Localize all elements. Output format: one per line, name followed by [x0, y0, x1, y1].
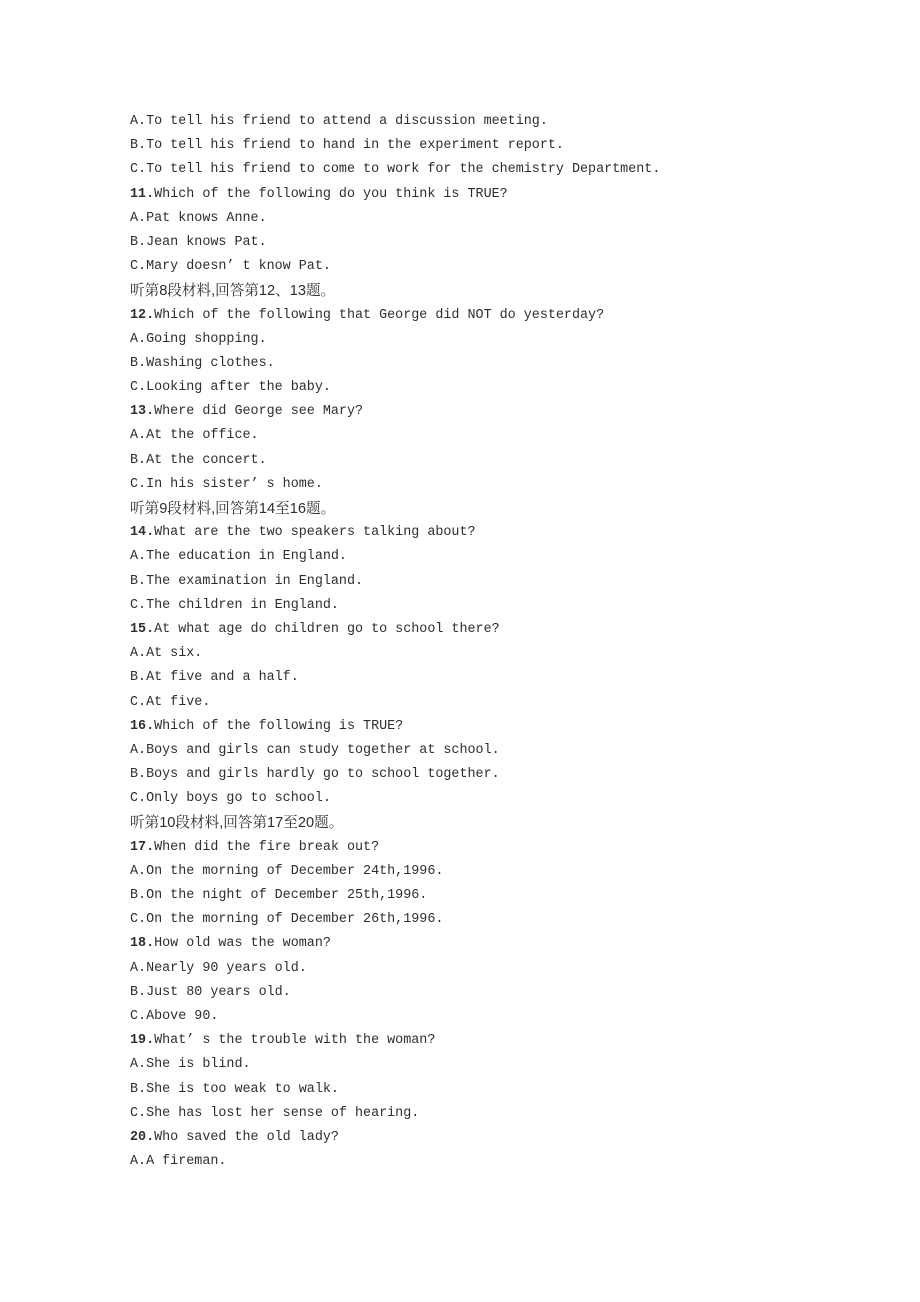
- option-text: A fireman.: [146, 1154, 227, 1170]
- question-text: How old was the woman?: [154, 936, 331, 952]
- question-text: What’ s the trouble with the woman?: [154, 1033, 436, 1049]
- option-letter: B.: [130, 670, 147, 686]
- option-letter: B.: [130, 452, 147, 468]
- section-text: 听第8段材料,回答第12、13题。: [130, 283, 336, 300]
- option-text: The examination in England.: [146, 573, 364, 589]
- option-letter: B.: [130, 355, 147, 371]
- option-line: [130, 763, 890, 787]
- section-text: 听第10段材料,回答第17至20题。: [130, 815, 344, 832]
- option-line: [130, 787, 890, 811]
- question-line: [130, 836, 890, 860]
- option-line: [130, 545, 890, 569]
- option-line: [130, 376, 890, 400]
- option-line: [130, 231, 890, 255]
- option-letter: A.: [130, 210, 147, 226]
- option-text: Boys and girls hardly go to school together.: [146, 767, 500, 783]
- option-letter: B.: [130, 234, 147, 250]
- option-letter: B.: [130, 138, 147, 154]
- option-letter: B.: [130, 573, 147, 589]
- option-text: At five.: [146, 694, 211, 710]
- option-line: [130, 255, 890, 279]
- option-letter: A.: [130, 331, 147, 347]
- option-text: Above 90.: [146, 1008, 219, 1024]
- question-text: Where did George see Mary?: [154, 404, 364, 420]
- option-line: [130, 352, 890, 376]
- option-letter: C.: [130, 912, 147, 928]
- question-number: 19.: [130, 1033, 155, 1049]
- question-line: [130, 1029, 890, 1053]
- option-text: Washing clothes.: [146, 355, 275, 371]
- option-line: [130, 449, 890, 473]
- option-text: On the morning of December 24th,1996.: [146, 863, 444, 879]
- option-line: [130, 1053, 890, 1077]
- option-letter: A.: [130, 863, 147, 879]
- option-letter: B.: [130, 767, 147, 783]
- option-letter: A.: [130, 428, 147, 444]
- option-text: At the concert.: [146, 452, 267, 468]
- option-letter: C.: [130, 476, 147, 492]
- option-line: [130, 110, 890, 134]
- option-line: [130, 594, 890, 618]
- question-number: 13.: [130, 404, 155, 420]
- question-number: 14.: [130, 525, 155, 541]
- option-letter: C.: [130, 1008, 147, 1024]
- option-line: [130, 1150, 890, 1174]
- question-number: 11.: [130, 186, 155, 202]
- question-line: [130, 521, 890, 545]
- option-line: [130, 666, 890, 690]
- option-text: The children in England.: [146, 597, 339, 613]
- option-text: She is blind.: [146, 1057, 251, 1073]
- question-number: 16.: [130, 718, 155, 734]
- section-text: 听第9段材料,回答第14至16题。: [130, 501, 336, 517]
- option-letter: C.: [130, 791, 147, 807]
- option-line: [130, 642, 890, 666]
- option-letter: C.: [130, 162, 147, 178]
- option-text: Nearly 90 years old.: [146, 960, 307, 976]
- option-text: Pat knows Anne.: [146, 210, 267, 226]
- option-text: In his sister’ s home.: [146, 476, 323, 492]
- question-text: Which of the following is TRUE?: [154, 718, 404, 734]
- option-text: At five and a half.: [146, 670, 299, 686]
- section-line: [130, 811, 890, 835]
- question-line: [130, 715, 890, 739]
- section-line: [130, 497, 890, 521]
- option-line: [130, 1078, 890, 1102]
- option-text: Jean knows Pat.: [146, 234, 267, 250]
- option-letter: C.: [130, 694, 147, 710]
- option-letter: B.: [130, 888, 147, 903]
- question-number: 15.: [130, 621, 155, 637]
- question-number: 12.: [130, 307, 155, 323]
- option-text: To tell his friend to come to work for the chemistry Department.: [146, 162, 661, 178]
- option-text: To tell his friend to attend a discussion meeting.: [146, 114, 548, 129]
- option-line: [130, 570, 890, 594]
- option-text: She has lost her sense of hearing.: [146, 1105, 420, 1121]
- question-line: [130, 932, 890, 956]
- question-text: Who saved the old lady?: [154, 1129, 339, 1145]
- question-number: 18.: [130, 936, 155, 952]
- option-letter: C.: [130, 380, 147, 396]
- option-letter: C.: [130, 259, 147, 275]
- option-line: [130, 1005, 890, 1029]
- option-line: [130, 328, 890, 352]
- question-line: [130, 618, 890, 642]
- question-text: At what age do children go to school there?: [154, 621, 500, 637]
- option-text: The education in England.: [146, 549, 347, 565]
- question-line: [130, 400, 890, 424]
- option-letter: A.: [130, 960, 147, 976]
- option-line: [130, 207, 890, 231]
- option-text: Just 80 years old.: [146, 984, 291, 1000]
- question-text: Which of the following do you think is TRUE?: [154, 186, 508, 202]
- option-letter: C.: [130, 1105, 147, 1121]
- option-line: [130, 884, 890, 908]
- option-text: To tell his friend to hand in the experiment report.: [146, 138, 564, 154]
- option-line: [130, 424, 890, 448]
- option-line: [130, 158, 890, 182]
- option-text: Going shopping.: [146, 331, 267, 347]
- question-text: When did the fire break out?: [154, 839, 380, 855]
- option-text: At six.: [146, 646, 203, 662]
- option-letter: A.: [130, 742, 147, 758]
- question-line: [130, 304, 890, 328]
- option-text: Only boys go to school.: [146, 791, 331, 807]
- question-list: [130, 110, 890, 1174]
- option-letter: A.: [130, 646, 147, 662]
- option-letter: A.: [130, 1057, 147, 1073]
- option-text: Mary doesn’ t know Pat.: [146, 259, 331, 275]
- question-number: 17.: [130, 839, 155, 855]
- option-line: [130, 908, 890, 932]
- option-text: Looking after the baby.: [146, 380, 331, 396]
- option-letter: A.: [130, 114, 147, 129]
- option-line: [130, 957, 890, 981]
- option-text: At the office.: [146, 428, 259, 444]
- option-text: On the morning of December 26th,1996.: [146, 912, 444, 928]
- question-text: Which of the following that George did NOT do yesterday?: [154, 307, 605, 323]
- option-line: [130, 473, 890, 497]
- option-letter: B.: [130, 1081, 147, 1097]
- option-line: [130, 981, 890, 1005]
- question-text: What are the two speakers talking about?: [154, 525, 476, 541]
- section-line: [130, 279, 890, 303]
- option-line: [130, 134, 890, 158]
- option-letter: C.: [130, 597, 147, 613]
- option-text: She is too weak to walk.: [146, 1081, 339, 1097]
- option-letter: A.: [130, 1154, 147, 1170]
- question-number: 20.: [130, 1129, 155, 1145]
- option-text: Boys and girls can study together at school.: [146, 742, 500, 758]
- option-line: [130, 860, 890, 884]
- option-line: [130, 739, 890, 763]
- option-text: On the night of December 25th,1996.: [146, 888, 428, 903]
- option-letter: B.: [130, 984, 147, 1000]
- option-line: [130, 691, 890, 715]
- question-line: [130, 1126, 890, 1150]
- option-letter: A.: [130, 549, 147, 565]
- option-line: [130, 1102, 890, 1126]
- question-line: [130, 183, 890, 207]
